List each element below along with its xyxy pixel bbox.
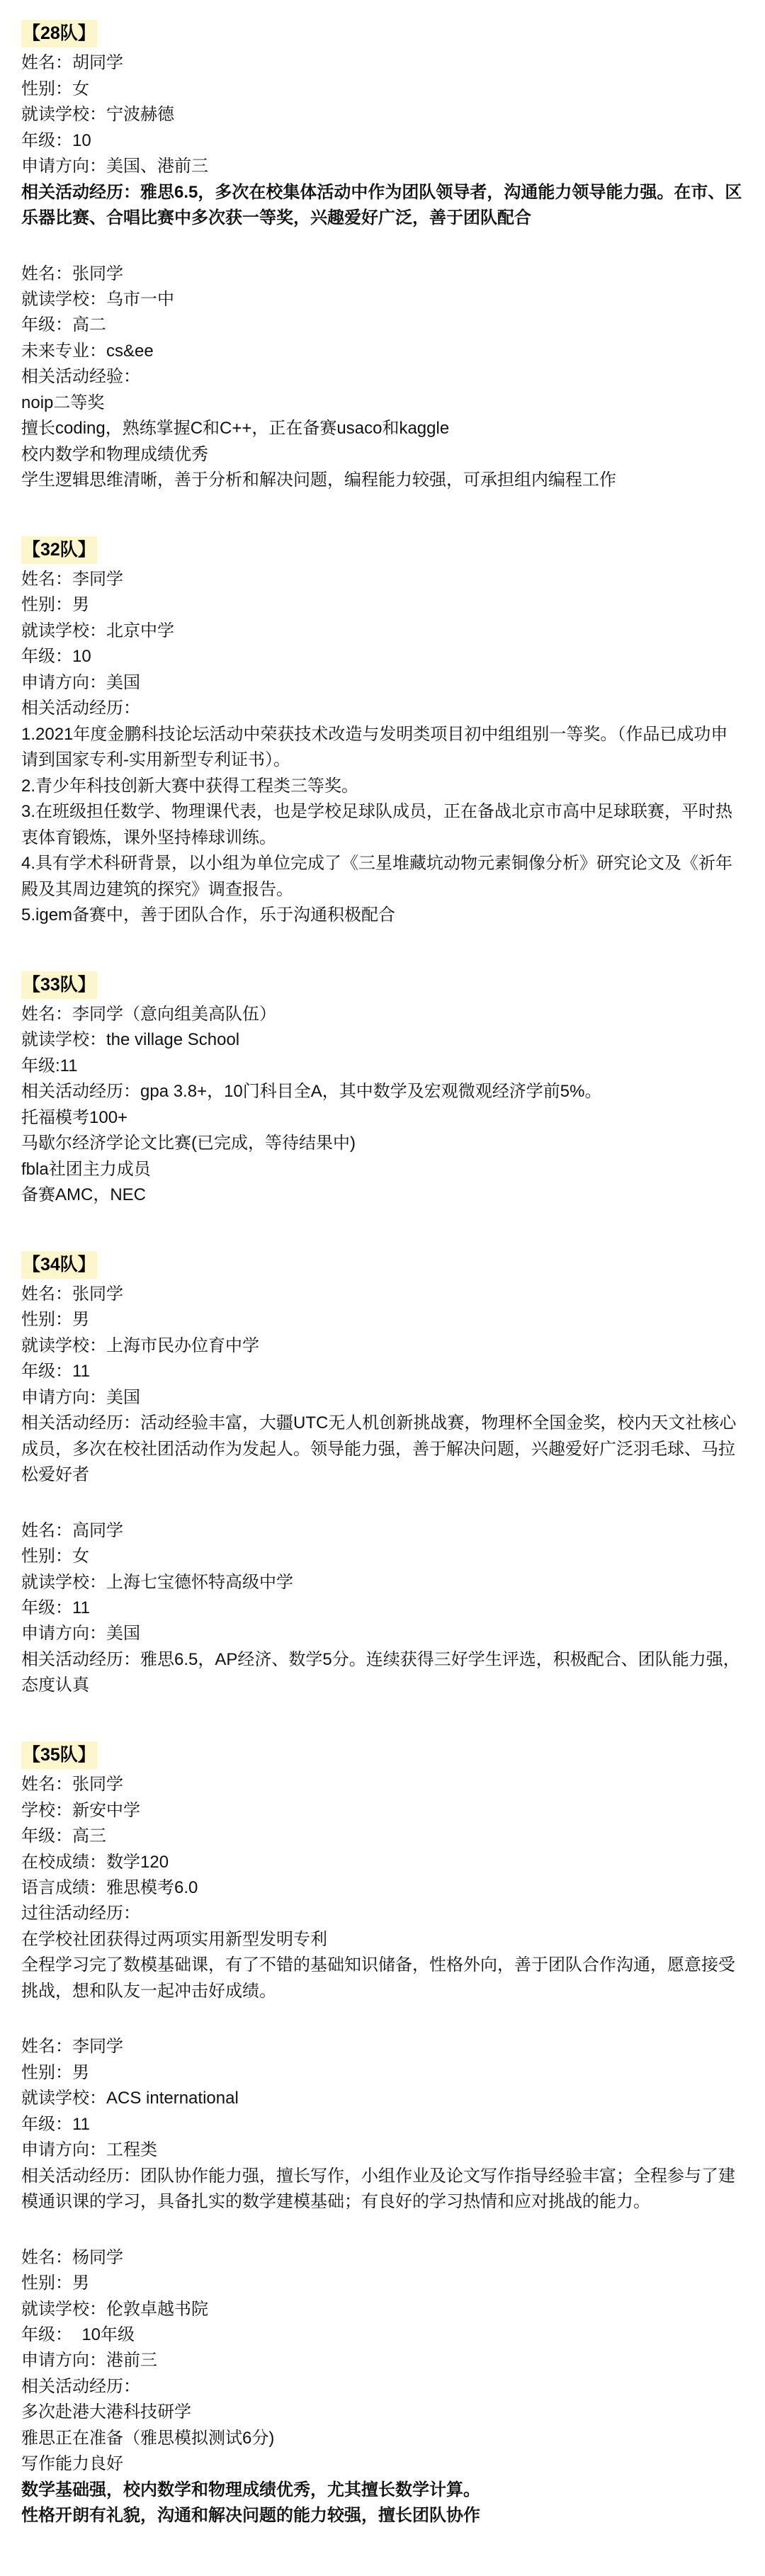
- person-entry: [21, 1772, 744, 2004]
- person-detail-line: 姓名：李同学: [21, 570, 123, 589]
- team-header: 【28队】: [21, 20, 97, 47]
- person-detail-line: 全程学习完了数模基础课，有了不错的基础知识储备，性格外向，善于团队合作沟通，愿意接受挑战，想和队友一起冲击好成绩。: [21, 1955, 735, 2001]
- person-detail-line: 姓名：李同学（意向组美高队伍）: [21, 1004, 276, 1024]
- person-detail-line: 年级：高三: [21, 1826, 106, 1846]
- person-detail-line: 多次赴港大港科技研学: [21, 2402, 191, 2422]
- person-detail-line: fbla社团主力成员: [21, 1159, 151, 1179]
- person-detail-line: 申请方向：美国: [21, 1387, 140, 1407]
- person-detail-line: 年级：10: [21, 647, 91, 667]
- person-detail-line: 申请方向：美国: [21, 672, 140, 692]
- person-detail-line: 相关活动经历：雅思6.5，AP经济、数学5分。连续获得三好学生评选，积极配合、团队能力强，态度认真: [21, 1649, 740, 1695]
- team-header: 【35队】: [21, 1741, 97, 1769]
- person-detail-line: 马歇尔经济学论文比赛(已完成，等待结果中): [21, 1134, 356, 1153]
- person-detail-line: 就读学校：伦敦卓越书院: [21, 2299, 208, 2319]
- person-detail-line: 就读学校：上海市民办位育中学: [21, 1335, 259, 1355]
- person-detail-line: 就读学校：the village School: [21, 1030, 240, 1050]
- person-detail-line: 学校：新安中学: [21, 1800, 140, 1820]
- person-detail-line: 在校成绩：数学120: [21, 1852, 169, 1872]
- person-detail-line: 性别：男: [21, 2273, 89, 2293]
- person-detail-line: 托福模考100+: [21, 1107, 128, 1127]
- person-detail-line: 申请方向：工程类: [21, 2140, 157, 2160]
- person-detail-line: 备赛AMC，NEC: [21, 1185, 147, 1205]
- team-block: [21, 971, 744, 1209]
- person-detail-line: 姓名：高同学: [21, 1520, 123, 1540]
- team-header: 【32队】: [21, 536, 97, 564]
- person-detail-line: 性格开朗有礼貌，沟通和解决问题的能力较强，擅长团队协作: [21, 2506, 480, 2526]
- person-detail-line: 年级:11: [21, 1056, 78, 1075]
- person-detail-line: 姓名：张同学: [21, 264, 123, 283]
- person-detail-line: 申请方向：美国: [21, 1624, 140, 1644]
- person-detail-line: 相关活动经历：: [21, 699, 140, 718]
- person-detail-line: 申请方向：美国、港前三: [21, 157, 208, 176]
- person-detail-line: 相关活动经验：: [21, 367, 140, 387]
- person-detail-line: 数学基础强，校内数学和物理成绩优秀，尤其擅长数学计算。: [21, 2480, 480, 2499]
- person-detail-line: noip二等奖: [21, 392, 105, 412]
- person-detail-line: 性别：男: [21, 2062, 89, 2082]
- person-detail-line: 校内数学和物理成绩优秀: [21, 444, 208, 464]
- person-detail-line: 姓名：杨同学: [21, 2247, 123, 2267]
- team-block: [21, 1741, 744, 2529]
- person-detail-line: 年级：10: [21, 130, 91, 150]
- person-detail-line: 就读学校：乌市一中: [21, 290, 174, 309]
- person-detail-line: 1.2021年度金鹏科技论坛活动中荣获技术改造与发明类项目初中组组别一等奖。（作品已成功申请到国家专利-实用新型专利证书）。: [21, 724, 728, 770]
- person-entry: [21, 261, 744, 494]
- person-detail-line: 就读学校：北京中学: [21, 621, 174, 640]
- person-detail-line: 擅长coding，熟练掌握C和C++，正在备赛usaco和kaggle: [21, 419, 450, 439]
- person-detail-line: 2.青少年科技创新大赛中获得工程类三等奖。: [21, 776, 359, 796]
- person-detail-line: 3.在班级担任数学、物理课代表，也是学校足球队成员，正在备战北京市高中足球联赛，平时热衷体育锻炼，课外坚持棒球训练。: [21, 802, 733, 847]
- person-detail-line: 姓名：李同学: [21, 2037, 123, 2057]
- entry-spacer: [21, 247, 744, 261]
- person-detail-line: 年级： 10年级: [21, 2325, 135, 2344]
- person-entry: [21, 2245, 744, 2529]
- entry-spacer: [21, 2020, 744, 2034]
- person-detail-line: 相关活动经历：雅思6.5，多次在校集体活动中作为团队领导者，沟通能力领导能力强。在市、区乐器比赛、合唱比赛中多次获一等奖，兴趣爱好广泛，善于团队配合: [21, 182, 742, 228]
- entry-spacer: [21, 1504, 744, 1518]
- team-block: [21, 536, 744, 929]
- person-detail-line: 年级：高二: [21, 315, 106, 335]
- person-detail-line: 就读学校：ACS international: [21, 2089, 239, 2108]
- person-detail-line: 学生逻辑思维清晰，善于分析和解决问题，编程能力较强，可承担组内编程工作: [21, 470, 616, 490]
- person-detail-line: 5.igem备赛中，善于团队合作，乐于沟通积极配合: [21, 905, 396, 925]
- person-detail-line: 在学校社团获得过两项实用新型发明专利: [21, 1929, 327, 1949]
- person-detail-line: 未来专业：cs&ee: [21, 341, 154, 361]
- person-detail-line: 雅思正在准备（雅思模拟测试6分): [21, 2428, 275, 2448]
- team-spacer: [21, 1227, 744, 1251]
- person-detail-line: 姓名：张同学: [21, 1775, 123, 1795]
- team-header: 【34队】: [21, 1251, 97, 1279]
- person-detail-line: 相关活动经历：gpa 3.8+，10门科目全A，其中数学及宏观微观经济学前5%。: [21, 1082, 602, 1102]
- team-block: [21, 1251, 744, 1699]
- person-detail-line: 年级：11: [21, 1598, 90, 1617]
- person-detail-line: 申请方向：港前三: [21, 2351, 157, 2371]
- person-detail-line: 年级：11: [21, 2114, 90, 2134]
- person-detail-line: 就读学校：上海七宝德怀特高级中学: [21, 1572, 293, 1592]
- person-entry: [21, 1002, 744, 1209]
- person-detail-line: 过往活动经历：: [21, 1904, 140, 1923]
- person-detail-line: 相关活动经历：: [21, 2376, 140, 2396]
- entry-spacer: [21, 2231, 744, 2245]
- person-detail-line: 性别：女: [21, 1547, 89, 1566]
- team-spacer: [21, 947, 744, 971]
- person-entry: [21, 567, 744, 929]
- person-detail-line: 姓名：胡同学: [21, 53, 123, 73]
- person-detail-line: 性别：男: [21, 595, 89, 615]
- person-detail-line: 年级：11: [21, 1362, 90, 1382]
- team-spacer: [21, 1717, 744, 1741]
- team-spacer: [21, 512, 744, 536]
- person-entry: [21, 50, 744, 231]
- person-detail-line: 性别：男: [21, 1310, 89, 1330]
- person-detail-line: 就读学校：宁波赫德: [21, 105, 174, 125]
- person-entry: [21, 1518, 744, 1699]
- person-detail-line: 性别：女: [21, 79, 89, 98]
- person-detail-line: 姓名：张同学: [21, 1284, 123, 1304]
- person-detail-line: 相关活动经历：团队协作能力强，擅长写作，小组作业及论文写作指导经验丰富；全程参与了建模通识课的学习，具备扎实的数学建模基础；有良好的学习热情和应对挑战的能力。: [21, 2166, 735, 2212]
- person-detail-line: 相关活动经历：活动经验丰富，大疆UTC无人机创新挑战赛，物理杯全国金奖，校内天文社核心成员，多次在校社团活动作为发起人。领导能力强，善于解决问题，兴趣爱好广泛羽毛球、马拉松爱好者: [21, 1413, 737, 1485]
- person-entry: [21, 2034, 744, 2215]
- person-detail-line: 4.具有学术科研背景，以小组为单位完成了《三星堆藏坑动物元素铜像分析》研究论文及《祈年殿及其周边建筑的探究》调查报告。: [21, 854, 733, 899]
- person-detail-line: 语言成绩：雅思模考6.0: [21, 1877, 198, 1897]
- team-header: 【33队】: [21, 971, 97, 999]
- person-detail-line: 写作能力良好: [21, 2454, 123, 2474]
- team-block: [21, 20, 744, 494]
- person-entry: [21, 1282, 744, 1488]
